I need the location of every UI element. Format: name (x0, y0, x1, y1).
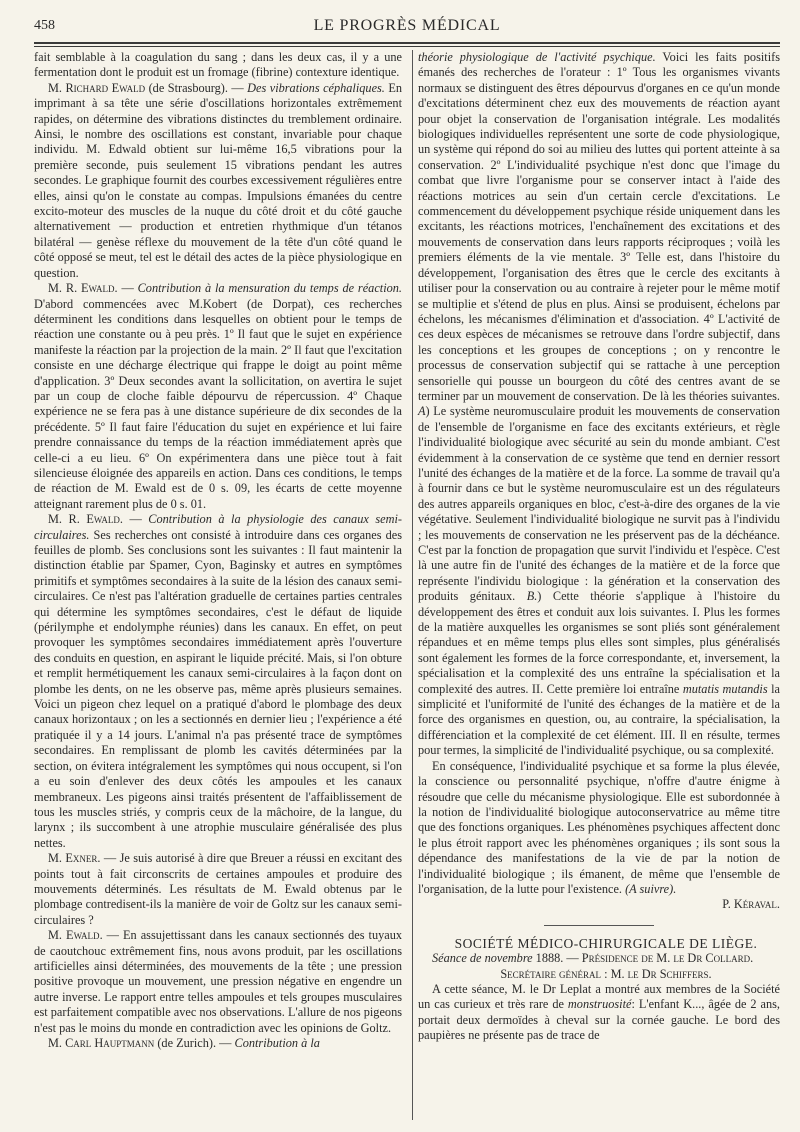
speaker-name: M. R. Ewald (48, 281, 115, 296)
section-letter: A (418, 404, 426, 419)
paragraph-text: . — Je suis autorisé à dire que Breuer a réussi en excitant des points tout à fait circonscrits de certaines ampoules et produire des mouvements déterminés. Les résultats de M. Ewald obtenus par le plombage contredisent-ils la manière de voir de Goltz sur les canaux semi-circulaires ? (34, 851, 403, 927)
speaker-place: (de Strasbourg). — (145, 80, 248, 95)
paragraph (34, 281, 402, 512)
paper-title: Des vibrations céphaliques. (247, 80, 385, 95)
paragraph (418, 982, 780, 1044)
paragraph (418, 50, 780, 759)
paragraph-text: la simplicité et l'uniformité de l'unité des échanges de la matière et de la force des organismes en question, ou, au contraire, la spécialisation, la différenciation et la complexité de cet élément. III. Il en résulte, termes pour termes, la simplicité de l'individualité psychique, ou sa complexité. (418, 681, 781, 758)
presidence: 1888. — Présidence de M. le Dr Collard. (532, 951, 754, 966)
speaker-name: M. Richard Ewald (48, 80, 146, 95)
paper-title: Contribution à la physiologie des canaux semi-circulaires. (34, 512, 402, 542)
page-header (34, 16, 780, 42)
separator: . — (114, 281, 138, 296)
seance-line (418, 951, 780, 966)
paragraph-text: En imprimant à sa tête une série d'oscillations horizontales extrêmement rapides, on détermine des vibrations distinctes du tremblement ordinaire. Ainsi, le nombre des oscillations est constant, invariable pour chaque individu. M. Edwald obtient sur lui-même 16,5 vibrations pour la première seconde, puis seulement 15 vibrations pendant les autres secondes. Le graphique fournit des courbes excessivement régulières entre elles, ainsi qu'on le constate au compas. Impulsions émanées du centre excito-moteur des muscles de la nuque du côté droit et du côté gauche alternativement — production et entretien rhythmique d'un tétanos bilatéral — genèse réflexe du mouvement de la tête d'un côté quand le côté opposé se meut, tel est le détail des actes de la pièce physiologique en question. (34, 80, 403, 280)
seance-date: Séance de novembre (432, 951, 533, 966)
paragraph (34, 928, 402, 1036)
latin-phrase: mutatis mutandis (682, 681, 768, 696)
secretaire-line: Secrétaire général : M. le Dr Schiffers. (500, 966, 712, 981)
header-rule-thin (34, 46, 780, 47)
paragraph (34, 1036, 402, 1051)
section-separator (544, 925, 654, 926)
paragraph (34, 851, 402, 928)
paragraph-text: : L'enfant K..., âgée de 2 ans, portait deux dermoïdes à cheval sur la cornée gauche. Le bord des paupières ne présente pas de trace de (418, 997, 781, 1043)
emphasis: monstruosité (567, 997, 632, 1012)
paper-title: théorie physiologique de l'activité psychique. (418, 50, 656, 64)
paragraph-text: D'abord commencées avec M.Kobert (de Dorpat), ces recherches déterminent les conditions dans lesquelles on obtient pour le temps de réaction une constante ou à peu près. 1º Il faut que le sujet en expérience manifeste la réaction par la projection de la main. 2º Il faut que l'excitation consiste en une décharge électrique qui frappe le doigt au point même d'application. 3º Deux secondes avant la sollicitation, on avertira le sujet par un coup de cloche faible dépourvu de répercussion. 4º Chaque expérience ne se fera pas à une distance supérieure de dix secondes de la précédente. 5º Il faut faire l'éducation du sujet en expérience et lui faire prendre connaissance du temps de la réaction immédiatement après que celle-ci a eu lieu. 6º On expérimentera dans une pièce tout à fait silencieuse éloignée des appareils en action. Dans ces conditions, le temps de réaction de M. Ewald est de 0 s. 09, les écarts de cette moyenne atteignant rarement plus de 0 s. 01. (34, 296, 402, 511)
author-signature: P. Kéraval. (722, 897, 780, 912)
speaker-name: M. R. Ewald (48, 512, 120, 527)
paragraph (34, 81, 402, 281)
speaker-name: M. Carl Hauptmann (48, 1036, 155, 1050)
column-divider (412, 50, 413, 1120)
header-rule (34, 42, 780, 44)
to-be-continued: (A suivre). (625, 881, 677, 896)
paragraph-text: En conséquence, l'individualité psychique et sa forme la plus élevée, la conscience ou personnalité psychique, n'offre d'autre énigme à résoudre que celle du mécanisme physiologique. Elle est subordonnée à la notion de l'individualité biologique autoconservatrice au même titre que des fonctions organiques. Les phénomènes psychiques affectent donc le plus étroit rapport avec les phénomènes organiques ; ils sont sous la dépendance des manifestations de la vie de par la notion de l'individualité biologique ; ils émanent, de même que l'ensemble de l'organisation, de la lutte pour l'existence. (418, 758, 780, 896)
speaker-name: M. Ewald (48, 928, 100, 943)
separator: . — (119, 512, 149, 527)
right-column (418, 50, 780, 1044)
paragraph-text: Voici les faits positifs émanés des recherches de l'orateur : 1º Tous les organismes vivants normaux se distinguent des êtres dépourvus d'organes en ce qu'un monde d'excitations déterminent chez eux des mouvements de réaction ayant pour objet la conservation de l'organisation intégrale. Les modalités biologiques individuelles représentent une sorte de code physiologique, un système qui répond do soi au milieu des luttes qui portent atteinte à sa conservation. 2º L'individualité psychique n'est donc que l'image du combat que livre l'organisme pour se conserver intact à l'aide des réactions motrices au sein d'un certain cercle d'excitations. Le commencement du développement psychique réside uniquement dans les excitants, les réactions motrices, l'enchaînement des excitations et des mouvements de conservation dans leurs rapports réciproques ; voilà les premiers éléments de la vie mentale. 3º Telle est, dans l'histoire du développement, l'organisation des êtres que le cercle des excitants à utiliser pour la conservation ou au contraire à rejeter pour le même motif se multiplie et s'étend de plus en plus. Ainsi se produisent, échelons par échelons, les mécanismes d'élimination et d'association. 4º L'activité de ces deux espèces de mécanismes se retrouve dans l'ordre subjectif, dans les conceptions et les groupes de conceptions ; on y rencontre le processus de conservation subjectif qui se rattache à une perception sensorielle qui pousse un bourgeon du côté des centres avant de se terminer par un mouvement de conservation. De là les théories suivantes. (418, 50, 780, 403)
speaker-place: (de Zurich). — (154, 1036, 235, 1050)
paragraph: fait semblable à la coagulation du sang ; dans les deux cas, il y a une fermentation dont le produit est un fromage (fibrine) contexture identique. (34, 50, 402, 80)
section-letter: B. (526, 589, 538, 604)
journal-title: LE PROGRÈS MÉDICAL (313, 17, 501, 34)
paragraph-text: A cette séance, M. le Dr Leplat a montré aux membres de la Société un cas curieux et très rare de (418, 981, 780, 1012)
paragraph-text: ) Cette théorie s'applique à l'histoire du développement des êtres et conduit aux lois suivantes. I. Plus les formes de la matière auxquelles les organismes se sont pliés sont généralement répandues et en même temps plus elles sont simples, plus généralisés sont également les formes de la force correspondante, et, inversement, la spécialisation et la complexité des uns entraîne la spécialisation et la complexité des autres. II. Cette première loi entraîne (418, 589, 781, 696)
paragraph-text: ) Le système neuromusculaire produit les mouvements de conservation de l'ensemble de l'organisme en face des excitants extérieurs, et règle l'individualité biologique avec sécurité au sein du monde ambiant. C'est évidemment à la conservation de ce système que tend en dernier ressort l'unité des échanges de la matière et de la force. La somme de travail qu'a à fournir dans ce but le système neuromusculaire est un des régulateurs des autres appareils organiques en bloc, c'est-à-dire des organes de la vie végétative. Seulement l'individualité biologique ne survit pas à l'individu ; les mouvements de conservation ne les préservent pas de la déchéance. C'est par la fonction de propagation que survit l'individu et l'espèce. C'est là une autre fin de l'unité des échanges de la matière et de la force que représente l'individu biologique : la génération et la conservation des produits génitaux. (418, 404, 780, 604)
paragraph-text: Ses recherches ont consisté à introduire dans ces organes des feuilles de plomb. Ses conclusions sont les suivantes : Il faut maintenir la distinction établie par Spamer, Cyon, Baginsky et autres en symptômes primitifs et symptômes secondaires à la suite de la lésion des canaux semi-circulaires. Ce n'est pas l'altération graduelle de certaines parties centrales qui détermine les symptômes secondaires, c'est le défaut de liquide (périlymphe et endolymphe réunies) dans les canaux. En effet, on peut provoquer les symptômes secondaires immédiatement après l'ouverture des conduits en question, en aspirant le liquide précité. Mais, si l'on obture et remplit hermétiquement les canaux semi-circulaires à la façon dont on plombe les dents, on ne les observe pas, même après plusieurs semaines. Voici un pigeon chez lequel on a pratiqué d'abord le plombage des deux canaux horizontaux ; on les a sectionnés en dernier lieu ; l'expérience a été pratiquée il y a 14 jours. L'animal n'a pas présenté trace de symptômes secondaires. En remplissant de plomb les cavités déterminées par la section, on évitera intégralement les symptômes qui nous occupent, si l'on a eu soin d'enlever des deux côtés les ampoules et les canaux membraneux. Les pigeons ainsi traités présentent de l'affaiblissement de tous les muscles striés, y compris ceux de la mâchoire, de la langue, du larynx ; ils succombent à une atrophie musculaire généralisée des plus nettes. (34, 527, 402, 850)
page-number: 458 (34, 18, 55, 33)
paper-title: Contribution à la (234, 1036, 320, 1050)
paper-title: Contribution à la mensuration du temps de réaction. (137, 281, 402, 296)
society-heading: SOCIÉTÉ MÉDICO-CHIRURGICALE DE LIÈGE. (454, 935, 758, 951)
paragraph (34, 512, 402, 851)
left-column (34, 50, 402, 1051)
paragraph-text: . — En assujettissant dans les canaux sectionnés des tuyaux de caoutchouc extrêmement fins, nous avons produit, par les oscillations artificielles ainsi déterminées, des mouvements de la tête ; une pression positive provoque un mouvement, une pression négative en engendre un autre inverse. Le rapport entre telles ampoules et tels groupes musculaires est parfaitement compatible avec nos observations. L'allure de nos pigeons n'est pas le moins du monde en contradiction avec les opinions de Goltz. (34, 928, 402, 1035)
paragraph (418, 759, 780, 898)
speaker-name: M. Exner (48, 851, 98, 866)
